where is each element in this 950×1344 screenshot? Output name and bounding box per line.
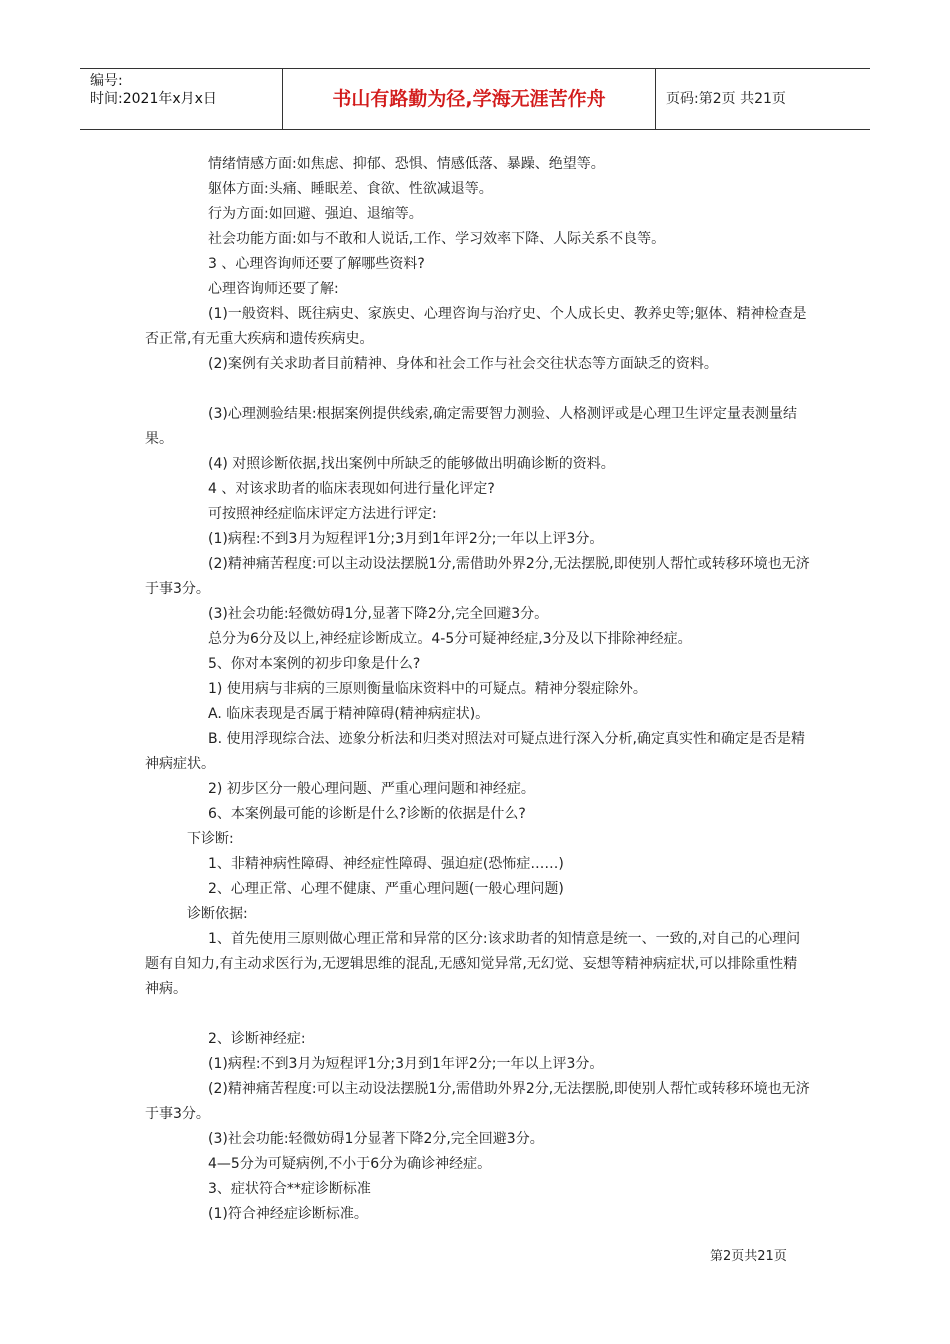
paragraph: (2)案例有关求助者目前精神、身体和社会工作与社会交往状态等方面缺乏的资料。	[208, 356, 718, 372]
paragraph: 下诊断:	[187, 831, 234, 847]
paragraph: (1)一般资料、既往病史、家族史、心理咨询与治疗史、个人成长史、教养史等;躯体、精神检查是否正常,有无重大疾病和遗传疾病史。	[145, 306, 807, 347]
spacer	[145, 1002, 810, 1027]
paragraph: 社会功能方面:如与不敢和人说话,工作、学习效率下降、人际关系不良等。	[208, 231, 666, 247]
spacer	[145, 377, 810, 402]
time-label: 时间:2021年x月x日	[90, 91, 217, 107]
paragraph: 躯体方面:头痛、睡眠差、食欲、性欲减退等。	[208, 181, 493, 197]
paragraph: (1)病程:不到3月为短程评1分;3月到1年评2分;一年以上评3分。	[208, 1056, 604, 1072]
motto-text: 书山有路勤为径,学海无涯苦作舟	[332, 88, 606, 110]
question-heading: 3 、心理咨询师还要了解哪些资料?	[208, 256, 425, 272]
paragraph: (3)社会功能:轻微妨碍1分,显著下降2分,完全回避3分。	[208, 606, 549, 622]
paragraph: 1、首先使用三原则做心理正常和异常的区分:该求助者的知情意是统一、一致的,对自己的心理问题有自知力,有主动求医行为,无逻辑思维的混乱,无感知觉异常,无幻觉、妄想等精神病症状,可以排除重性精神病。	[145, 931, 801, 997]
page-footer: 第2页共21页	[710, 1249, 787, 1264]
paragraph: 情绪情感方面:如焦虑、抑郁、恐惧、情感低落、暴躁、绝望等。	[208, 156, 605, 172]
paragraph: 4—5分为可疑病例,不小于6分为确诊神经症。	[208, 1156, 492, 1172]
paragraph: (3)心理测验结果:根据案例提供线索,确定需要智力测验、人格测评或是心理卫生评定量表测量结果。	[145, 406, 797, 447]
document-body	[145, 152, 810, 1227]
paragraph: 可按照神经症临床评定方法进行评定:	[208, 506, 437, 522]
question-heading: 6、本案例最可能的诊断是什么?诊断的依据是什么?	[208, 806, 526, 822]
paragraph: 总分为6分及以上,神经症诊断成立。4-5分可疑神经症,3分及以下排除神经症。	[208, 631, 692, 647]
question-heading: 5、你对本案例的初步印象是什么?	[208, 656, 421, 672]
paragraph: 2、心理正常、心理不健康、严重心理问题(一般心理问题)	[208, 881, 564, 897]
header-motto-cell	[283, 69, 656, 129]
paragraph: 1) 使用病与非病的三原则衡量临床资料中的可疑点。精神分裂症除外。	[208, 681, 647, 697]
paragraph: 诊断依据:	[187, 906, 248, 922]
question-heading: 4 、对该求助者的临床表现如何进行量化评定?	[208, 481, 495, 497]
paragraph: (3)社会功能:轻微妨碍1分显著下降2分,完全回避3分。	[208, 1131, 544, 1147]
paragraph: (2)精神痛苦程度:可以主动设法摆脱1分,需借助外界2分,无法摆脱,即使别人帮忙或转移环境也无济于事3分。	[145, 556, 810, 597]
number-label: 编号:	[90, 73, 123, 89]
paragraph: A. 临床表现是否属于精神障碍(精神病症状)。	[208, 706, 490, 722]
paragraph: 1、非精神病性障碍、神经症性障碍、强迫症(恐怖症……)	[208, 856, 564, 872]
paragraph: (1)符合神经症诊断标准。	[208, 1206, 368, 1222]
header-page-number: 页码:第2页 共21页	[666, 91, 786, 107]
header-page-cell	[656, 69, 870, 129]
paragraph: 行为方面:如回避、强迫、退缩等。	[208, 206, 423, 222]
paragraph: (2)精神痛苦程度:可以主动设法摆脱1分,需借助外界2分,无法摆脱,即使别人帮忙或转移环境也无济于事3分。	[145, 1081, 810, 1122]
paragraph: 2、诊断神经症:	[208, 1031, 306, 1047]
page-header	[80, 68, 870, 130]
paragraph: 3、症状符合**症诊断标准	[208, 1181, 371, 1197]
paragraph: (1)病程:不到3月为短程评1分;3月到1年评2分;一年以上评3分。	[208, 531, 604, 547]
paragraph: (4) 对照诊断依据,找出案例中所缺乏的能够做出明确诊断的资料。	[208, 456, 615, 472]
paragraph: B. 使用浮现综合法、迹象分析法和归类对照法对可疑点进行深入分析,确定真实性和确定是否是精神病症状。	[145, 731, 805, 772]
header-meta-cell	[80, 69, 283, 129]
paragraph: 心理咨询师还要了解:	[208, 281, 339, 297]
paragraph: 2) 初步区分一般心理问题、严重心理问题和神经症。	[208, 781, 535, 797]
